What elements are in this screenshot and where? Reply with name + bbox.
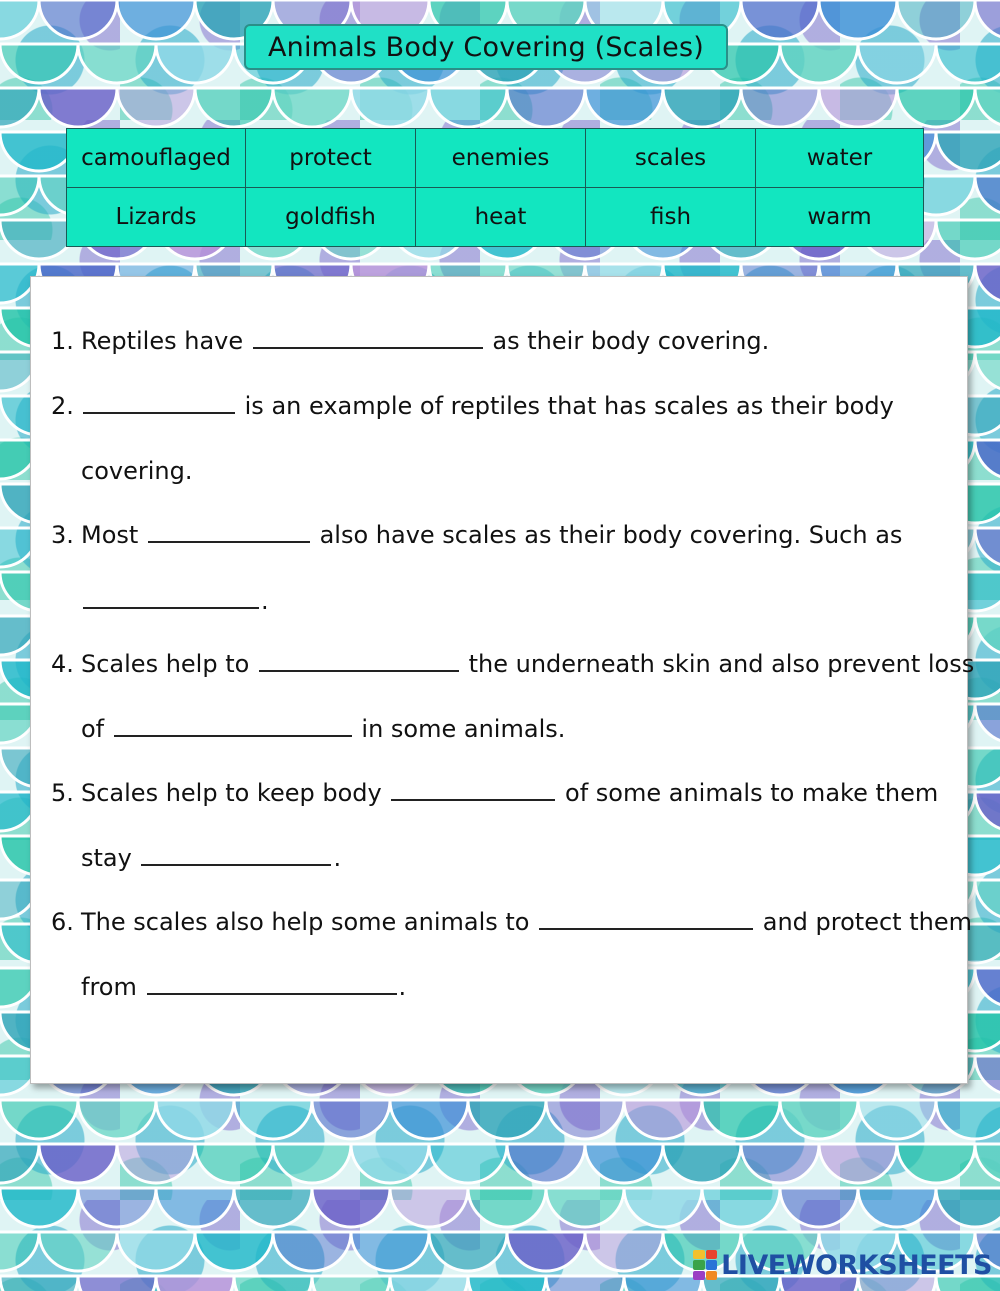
scale-shape <box>975 1144 1000 1183</box>
scale-shape <box>0 88 39 127</box>
scale-shape <box>78 44 156 83</box>
question-number: 6. <box>51 908 74 936</box>
word-bank-table <box>66 128 924 247</box>
question-line <box>81 457 192 485</box>
question-number: 4. <box>51 650 74 678</box>
scale-shape <box>39 1144 117 1183</box>
scale-shape <box>936 1188 1000 1227</box>
question-6 <box>51 908 74 936</box>
logo-text: LIVEWORKSHEETS <box>721 1249 992 1281</box>
scale-shape <box>429 88 507 127</box>
scale-shape <box>546 1276 624 1291</box>
liveworksheets-logo <box>693 1245 992 1285</box>
scale-shape <box>819 0 897 39</box>
question-text: Scales help to <box>81 650 250 678</box>
scale-shape <box>702 1188 780 1227</box>
scale-shape <box>0 1144 39 1183</box>
question-text: . <box>398 973 407 1001</box>
question-line <box>81 327 769 355</box>
scale-shape <box>39 88 117 127</box>
scale-shape <box>390 1188 468 1227</box>
scale-shape <box>546 1100 624 1139</box>
scale-shape <box>195 88 273 127</box>
scale-shape <box>117 0 195 39</box>
scale-shape <box>468 1100 546 1139</box>
question-text: covering. <box>81 457 193 485</box>
answer-blank[interactable] <box>391 779 555 801</box>
scale-shape <box>897 0 975 39</box>
question-2 <box>51 392 74 420</box>
question-3 <box>51 521 74 549</box>
question-4 <box>51 650 74 678</box>
questions-panel <box>30 276 975 1084</box>
scale-shape <box>624 1188 702 1227</box>
question-text: Most <box>81 521 139 549</box>
scale-shape <box>663 1144 741 1183</box>
scale-shape <box>429 1232 507 1271</box>
question-text: in some animals. <box>361 715 566 743</box>
scale-shape <box>117 88 195 127</box>
word-bank-cell: warm <box>756 188 924 247</box>
word-bank-row <box>67 188 924 247</box>
scale-shape <box>819 1144 897 1183</box>
logo-blocks-icon <box>693 1250 717 1280</box>
scale-shape <box>195 1144 273 1183</box>
question-line <box>81 779 938 807</box>
scale-shape <box>975 616 1000 655</box>
scale-shape <box>741 88 819 127</box>
question-text: . <box>333 844 342 872</box>
word-bank-cell: Lizards <box>67 188 246 247</box>
scale-shape <box>273 1144 351 1183</box>
question-text: of some animals to make them <box>565 779 939 807</box>
question-number: 5. <box>51 779 74 807</box>
scale-shape <box>39 0 117 39</box>
question-line <box>81 715 565 743</box>
scale-shape <box>741 1144 819 1183</box>
title-text: Animals Body Covering (Scales) <box>268 31 704 63</box>
scale-shape <box>390 1100 468 1139</box>
scale-shape <box>585 88 663 127</box>
scale-shape <box>546 1188 624 1227</box>
scale-shape <box>975 88 1000 127</box>
question-line <box>81 587 269 615</box>
scale-shape <box>78 1100 156 1139</box>
scale-shape <box>351 1144 429 1183</box>
scale-shape <box>780 1100 858 1139</box>
scale-shape <box>507 88 585 127</box>
scale-shape <box>897 88 975 127</box>
scale-shape <box>0 176 39 215</box>
scale-shape <box>0 1188 78 1227</box>
question-line <box>81 392 894 420</box>
scale-shape <box>936 1100 1000 1139</box>
scale-shape <box>0 1100 78 1139</box>
scale-shape <box>819 88 897 127</box>
word-bank-cell: goldfish <box>246 188 416 247</box>
question-line <box>81 521 902 549</box>
question-5 <box>51 779 74 807</box>
word-bank-cell: protect <box>246 129 416 188</box>
word-bank-cell: fish <box>586 188 756 247</box>
question-text: . <box>261 587 269 615</box>
answer-blank[interactable] <box>114 715 352 737</box>
scale-shape <box>858 44 936 83</box>
question-text: Reptiles have <box>81 327 244 355</box>
scale-shape <box>897 1144 975 1183</box>
scale-shape <box>858 1100 936 1139</box>
question-text: stay <box>81 844 132 872</box>
answer-blank[interactable] <box>253 327 483 349</box>
answer-blank[interactable] <box>83 587 259 609</box>
answer-blank[interactable] <box>83 392 235 414</box>
scale-shape <box>117 1144 195 1183</box>
scale-shape <box>351 1232 429 1271</box>
scale-shape <box>975 352 1000 391</box>
answer-blank[interactable] <box>259 650 459 672</box>
scale-shape <box>312 1188 390 1227</box>
scale-shape <box>507 1144 585 1183</box>
question-text: Scales help to keep body <box>81 779 382 807</box>
scale-shape <box>936 44 1000 83</box>
word-bank-cell: heat <box>416 188 586 247</box>
question-line <box>81 844 341 872</box>
scale-shape <box>234 1276 312 1291</box>
question-text: the underneath skin and also prevent loss <box>468 650 975 678</box>
scale-shape <box>0 0 39 39</box>
scale-shape <box>936 132 1000 171</box>
scale-shape <box>156 1188 234 1227</box>
scale-shape <box>975 704 1000 743</box>
question-line <box>81 973 406 1001</box>
answer-blank[interactable] <box>148 521 310 543</box>
scale-shape <box>117 1232 195 1271</box>
scale-shape <box>156 1276 234 1291</box>
scale-shape <box>741 0 819 39</box>
question-line <box>81 908 972 936</box>
word-bank-cell: camouflaged <box>67 129 246 188</box>
scale-shape <box>975 1056 1000 1095</box>
scale-shape <box>390 1276 468 1291</box>
question-text: as their body covering. <box>492 327 770 355</box>
question-line <box>81 650 974 678</box>
scale-shape <box>624 1276 702 1291</box>
question-number: 3. <box>51 521 74 549</box>
question-text: is an example of reptiles that has scales as their body <box>244 392 894 420</box>
scale-shape <box>312 1276 390 1291</box>
question-text: from <box>81 973 137 1001</box>
scale-shape <box>78 1188 156 1227</box>
scale-shape <box>585 1144 663 1183</box>
scale-shape <box>858 1188 936 1227</box>
scale-shape <box>273 1232 351 1271</box>
scale-shape <box>507 1232 585 1271</box>
answer-blank[interactable] <box>539 908 753 930</box>
scale-shape <box>312 1100 390 1139</box>
question-text: The scales also help some animals to <box>81 908 530 936</box>
question-text: and protect them <box>762 908 972 936</box>
scale-shape <box>975 528 1000 567</box>
scale-shape <box>624 1100 702 1139</box>
scale-shape <box>975 264 1000 303</box>
scale-shape <box>975 176 1000 215</box>
scale-shape <box>429 1144 507 1183</box>
scale-shape <box>975 0 1000 39</box>
question-text: of <box>81 715 105 743</box>
scale-shape <box>156 44 234 83</box>
question-1 <box>51 327 74 355</box>
scale-shape <box>0 1232 39 1271</box>
answer-blank[interactable] <box>141 844 331 866</box>
scale-shape <box>780 44 858 83</box>
question-number: 1. <box>51 327 74 355</box>
question-text: also have scales as their body covering. Such as <box>319 521 903 549</box>
scale-shape <box>156 1100 234 1139</box>
word-bank-cell: water <box>756 129 924 188</box>
scale-shape <box>234 1188 312 1227</box>
scale-shape <box>702 1100 780 1139</box>
word-bank-cell: enemies <box>416 129 586 188</box>
worksheet-title <box>244 24 728 70</box>
scale-shape <box>78 1276 156 1291</box>
scale-shape <box>975 440 1000 479</box>
scale-shape <box>780 1188 858 1227</box>
scale-shape <box>351 88 429 127</box>
word-bank-row <box>67 129 924 188</box>
scale-shape <box>0 1276 78 1291</box>
scale-shape <box>468 1188 546 1227</box>
scale-shape <box>975 792 1000 831</box>
scale-shape <box>663 88 741 127</box>
scale-shape <box>975 968 1000 1007</box>
scale-shape <box>234 1100 312 1139</box>
scale-shape <box>936 220 1000 259</box>
scale-shape <box>585 1232 663 1271</box>
word-bank-cell: scales <box>586 129 756 188</box>
scale-shape <box>468 1276 546 1291</box>
scale-shape <box>273 88 351 127</box>
answer-blank[interactable] <box>147 973 397 995</box>
scale-shape <box>0 44 78 83</box>
scale-shape <box>39 1232 117 1271</box>
scale-shape <box>195 1232 273 1271</box>
question-number: 2. <box>51 392 74 420</box>
scale-shape <box>975 880 1000 919</box>
